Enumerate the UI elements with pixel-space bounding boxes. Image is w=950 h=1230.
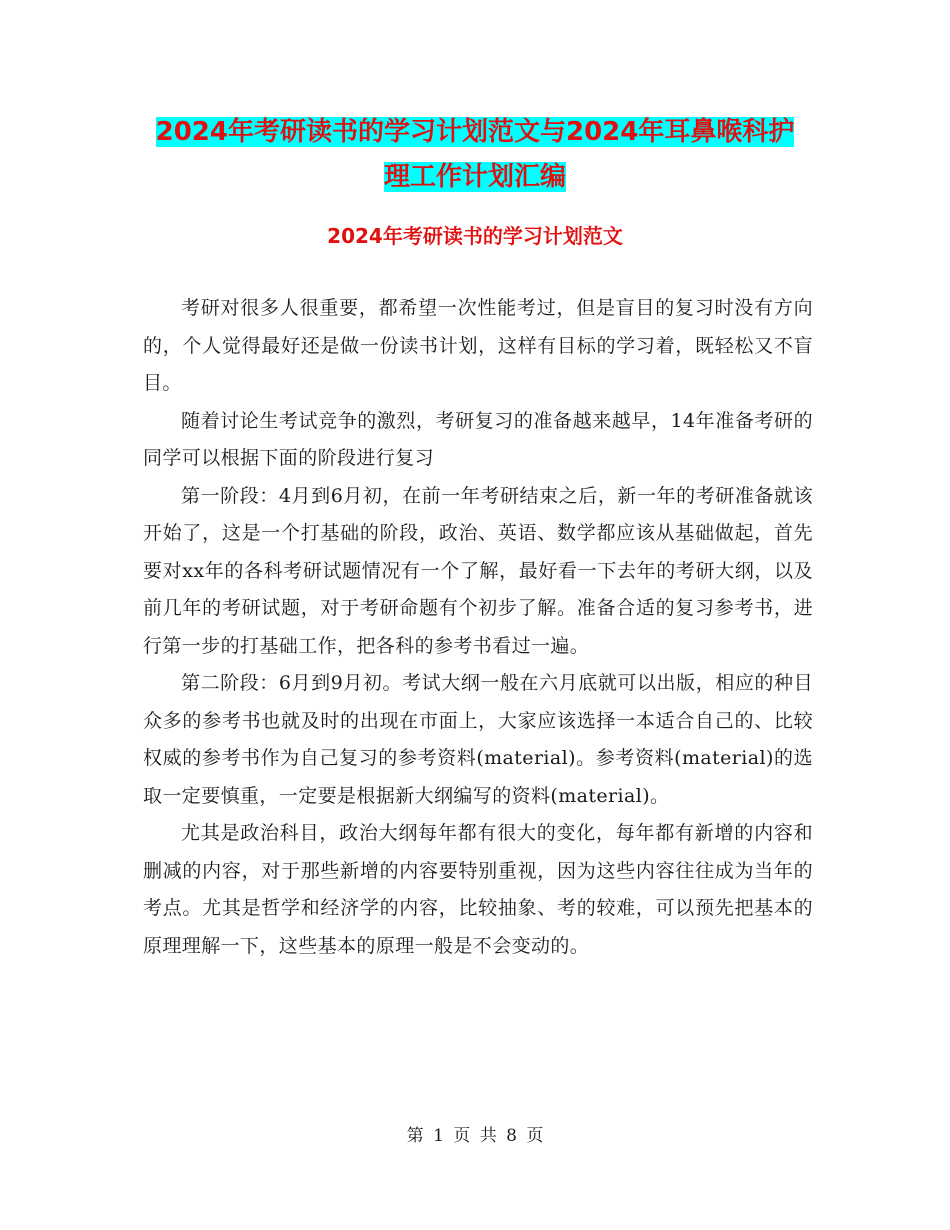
document-title [0, 110, 950, 200]
section-title: 2024年考研读书的学习计划范文 [327, 224, 623, 248]
paragraph: 考研对很多人很重要，都希望一次性能考过，但是盲目的复习时没有方向的，个人觉得最好还是做一份读书计划，这样有目标的学习着，既轻松又不盲目。 [143, 297, 813, 394]
document-body [143, 290, 813, 965]
paragraph: 第二阶段：6月到9月初。考试大纲一般在六月底就可以出版，相应的种目众多的参考书也就及时的出现在市面上，大家应该选择一本适合自己的、比较权威的参考书作为自己复习的参考资料(material)。参考资料(material)的选取一定要慎重，一定要是根据新大纲编写的资料(material)。 [143, 672, 813, 807]
document-title-line-2: 理工作计划汇编 [383, 162, 566, 192]
page-number-footer: 第 1 页 共 8 页 [406, 1126, 544, 1146]
paragraph: 第一阶段：4月到6月初，在前一年考研结束之后，新一年的考研准备就该开始了，这是一个打基础的阶段，政治、英语、数学都应该从基础做起，首先要对xx年的各科考研试题情况有一个了解，最好看一下去年的考研大纲，以及前几年的考研试题，对于考研命题有个初步了解。准备合适的复习参考书，进行第一步的打基础工作，把各科的参考书看过一遍。 [143, 484, 813, 657]
paragraph: 随着讨论生考试竞争的激烈，考研复习的准备越来越早，14年准备考研的同学可以根据下面的阶段进行复习 [143, 409, 813, 469]
document-title-line-1: 2024年考研读书的学习计划范文与2024年耳鼻喉科护 [155, 117, 795, 147]
paragraph: 尤其是政治科目，政治大纲每年都有很大的变化，每年都有新增的内容和删减的内容，对于那些新增的内容要特别重视，因为这些内容往往成为当年的考点。尤其是哲学和经济学的内容，比较抽象、考的较难，可以预先把基本的原理理解一下，这些基本的原理一般是不会变动的。 [143, 822, 813, 957]
